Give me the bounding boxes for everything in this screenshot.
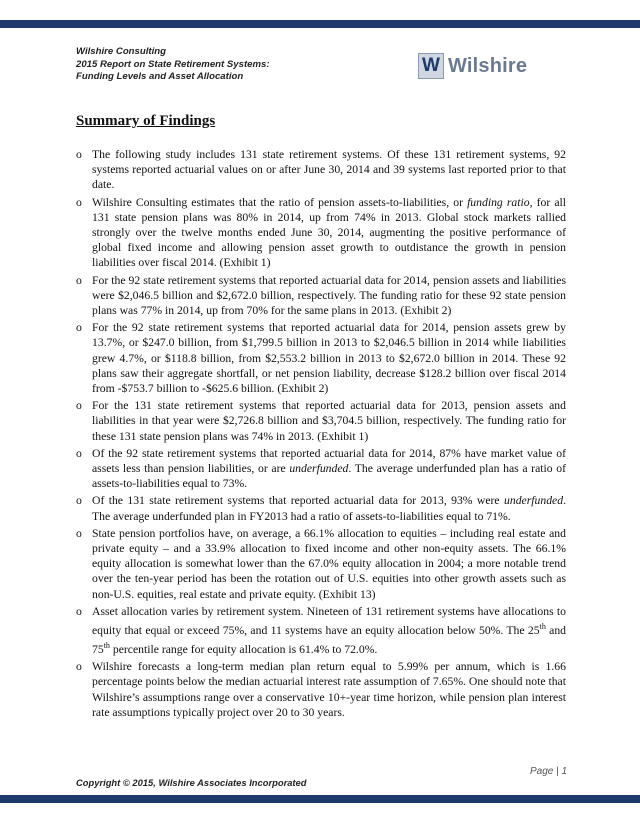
finding-item	[76, 659, 566, 720]
emphasis-text: underfunded	[504, 494, 564, 508]
top-rule	[0, 20, 640, 28]
finding-item	[76, 273, 566, 319]
report-header	[76, 46, 270, 84]
finding-text: Of the 131 state retirement systems that reported actuarial data for 2013, 93% were	[92, 494, 504, 508]
finding-item	[76, 398, 566, 444]
logo-w-icon: W	[418, 53, 444, 79]
finding-text: . The average underfunded plan has a ratio of assets-to-liabilities equal to 73%.	[92, 462, 566, 491]
finding-text: . The average underfunded plan in FY2013 had a ratio of assets-to-liabilities equal to 71%.	[92, 494, 566, 523]
bullet-icon: o	[76, 526, 82, 540]
header-line: Funding Levels and Asset Allocation	[76, 71, 244, 82]
finding-text: Of the 92 state retirement systems that reported actuarial data for 2014, 87% have market value of assets less than pension liabilities, or are	[92, 446, 566, 476]
bullet-icon: o	[76, 148, 82, 161]
finding-item	[76, 493, 566, 523]
ordinal-suffix: th	[539, 622, 546, 632]
ordinal-suffix: th	[103, 641, 110, 651]
finding-text: The following study includes 131 state retirement systems. Of these 131 retirement systems, 92 systems reported actuarial values on or after June 30, 2014 and 39 systems last reported prior to that date.	[92, 148, 566, 192]
bullet-icon: o	[76, 604, 82, 618]
finding-item	[76, 446, 566, 492]
copyright-notice: Copyright © 2015, Wilshire Associates Incorporated	[76, 777, 307, 788]
finding-item	[76, 604, 566, 657]
finding-item	[76, 195, 566, 271]
wilshire-logo	[418, 52, 527, 80]
finding-text: Asset allocation varies by retirement system. Nineteen of 131 retirement systems have allocations to equity that equal or exceed 75%, and 11 systems have an equity allocation below 50%. The 25	[92, 604, 566, 637]
bullet-icon: o	[76, 321, 82, 335]
finding-text: State pension portfolios have, on average, a 66.1% allocation to equities – including real estate and private equity – and a 33.9% allocation to fixed income and other non-equity assets. The 66.1% equity allocation is somewhat lower than the 67.0% equity allocation in 2004; a more notable trend over the ten-year period has been the rotation out of U.S. equities into other growth assets such as non-U.S. equities, real estate and private equity. (Exhibit 13)	[92, 526, 566, 601]
bullet-icon: o	[76, 273, 82, 287]
header-line: Wilshire Consulting	[76, 46, 166, 57]
header-line: 2015 Report on State Retirement Systems:	[76, 58, 270, 70]
finding-item	[76, 320, 566, 396]
finding-text: and 75	[92, 623, 567, 657]
emphasis-text: underfunded	[289, 462, 349, 476]
page-title: Summary of Findings	[76, 113, 216, 129]
bottom-rule	[0, 795, 640, 803]
emphasis-text: funding ratio	[467, 195, 530, 209]
page-number: Page | 1	[530, 766, 568, 777]
finding-text: Wilshire Consulting estimates that the ratio of pension assets-to-liabilities, or	[92, 195, 468, 209]
bullet-icon: o	[76, 399, 82, 413]
bullet-icon: o	[76, 446, 82, 460]
finding-text: For the 92 state retirement systems that reported actuarial data for 2014, pension assets and liabilities were $2,046.5 billion and $2,672.0 billion, respectively. The funding ratio for these 92 state pension plans was 77% in 2014, up from 70% for the same plans in 2013. (Exhibit 2)	[92, 273, 566, 318]
finding-text: For the 131 state retirement systems that reported actuarial data for 2013, pension assets and liabilities in that year were $2,726.8 billion and $3,704.5 billion, respectively. The funding ratio for these 131 state pension plans was 74% in 2013. (Exhibit 1)	[92, 399, 566, 443]
bullet-icon: o	[76, 660, 82, 674]
finding-text: For the 92 state retirement systems that reported actuarial data for 2014, pension assets grew by 13.7%, or $247.0 billion, from $1,799.5 billion in 2013 to $2,046.5 billion in 2014 while liabilities grew 4.7%, or $118.8 billion, from $2,553.2 billion in 2013 to $2,672.0 billion in 2014. These 92 plans saw their aggregate shortfall, or net pension liability, decrease $128.2 billion over fiscal 2014 from -$753.7 billion to -$625.6 billion. (Exhibit 2)	[92, 321, 566, 396]
bullet-icon: o	[76, 195, 82, 209]
finding-item	[76, 147, 566, 193]
findings-list	[76, 147, 566, 722]
finding-text: Wilshire forecasts a long-term median plan return equal to 5.99% per annum, which is 1.66 percentage points below the median actuarial interest rate assumption of 7.65%. One should note that Wilshire’s assumptions range over a conservative 10+-year time horizon, while pension plan interest rate assumptions typically project over 20 to 30 years.	[92, 660, 566, 719]
finding-text: , for all 131 state pension plans was 80% in 2014, up from 74% in 2013. Global stock markets rallied strongly over the twelve months ended June 30, 2014, augmenting the positive performance of global fixed income and allowing pension asset growth to outdistance the growth in pension liabilities over fiscal 2014. (Exhibit 1)	[92, 195, 566, 270]
bullet-icon: o	[76, 494, 82, 508]
logo-text: Wilshire	[448, 54, 528, 77]
finding-item	[76, 526, 566, 602]
finding-text: percentile range for equity allocation is 61.4% to 72.0%.	[109, 643, 378, 657]
